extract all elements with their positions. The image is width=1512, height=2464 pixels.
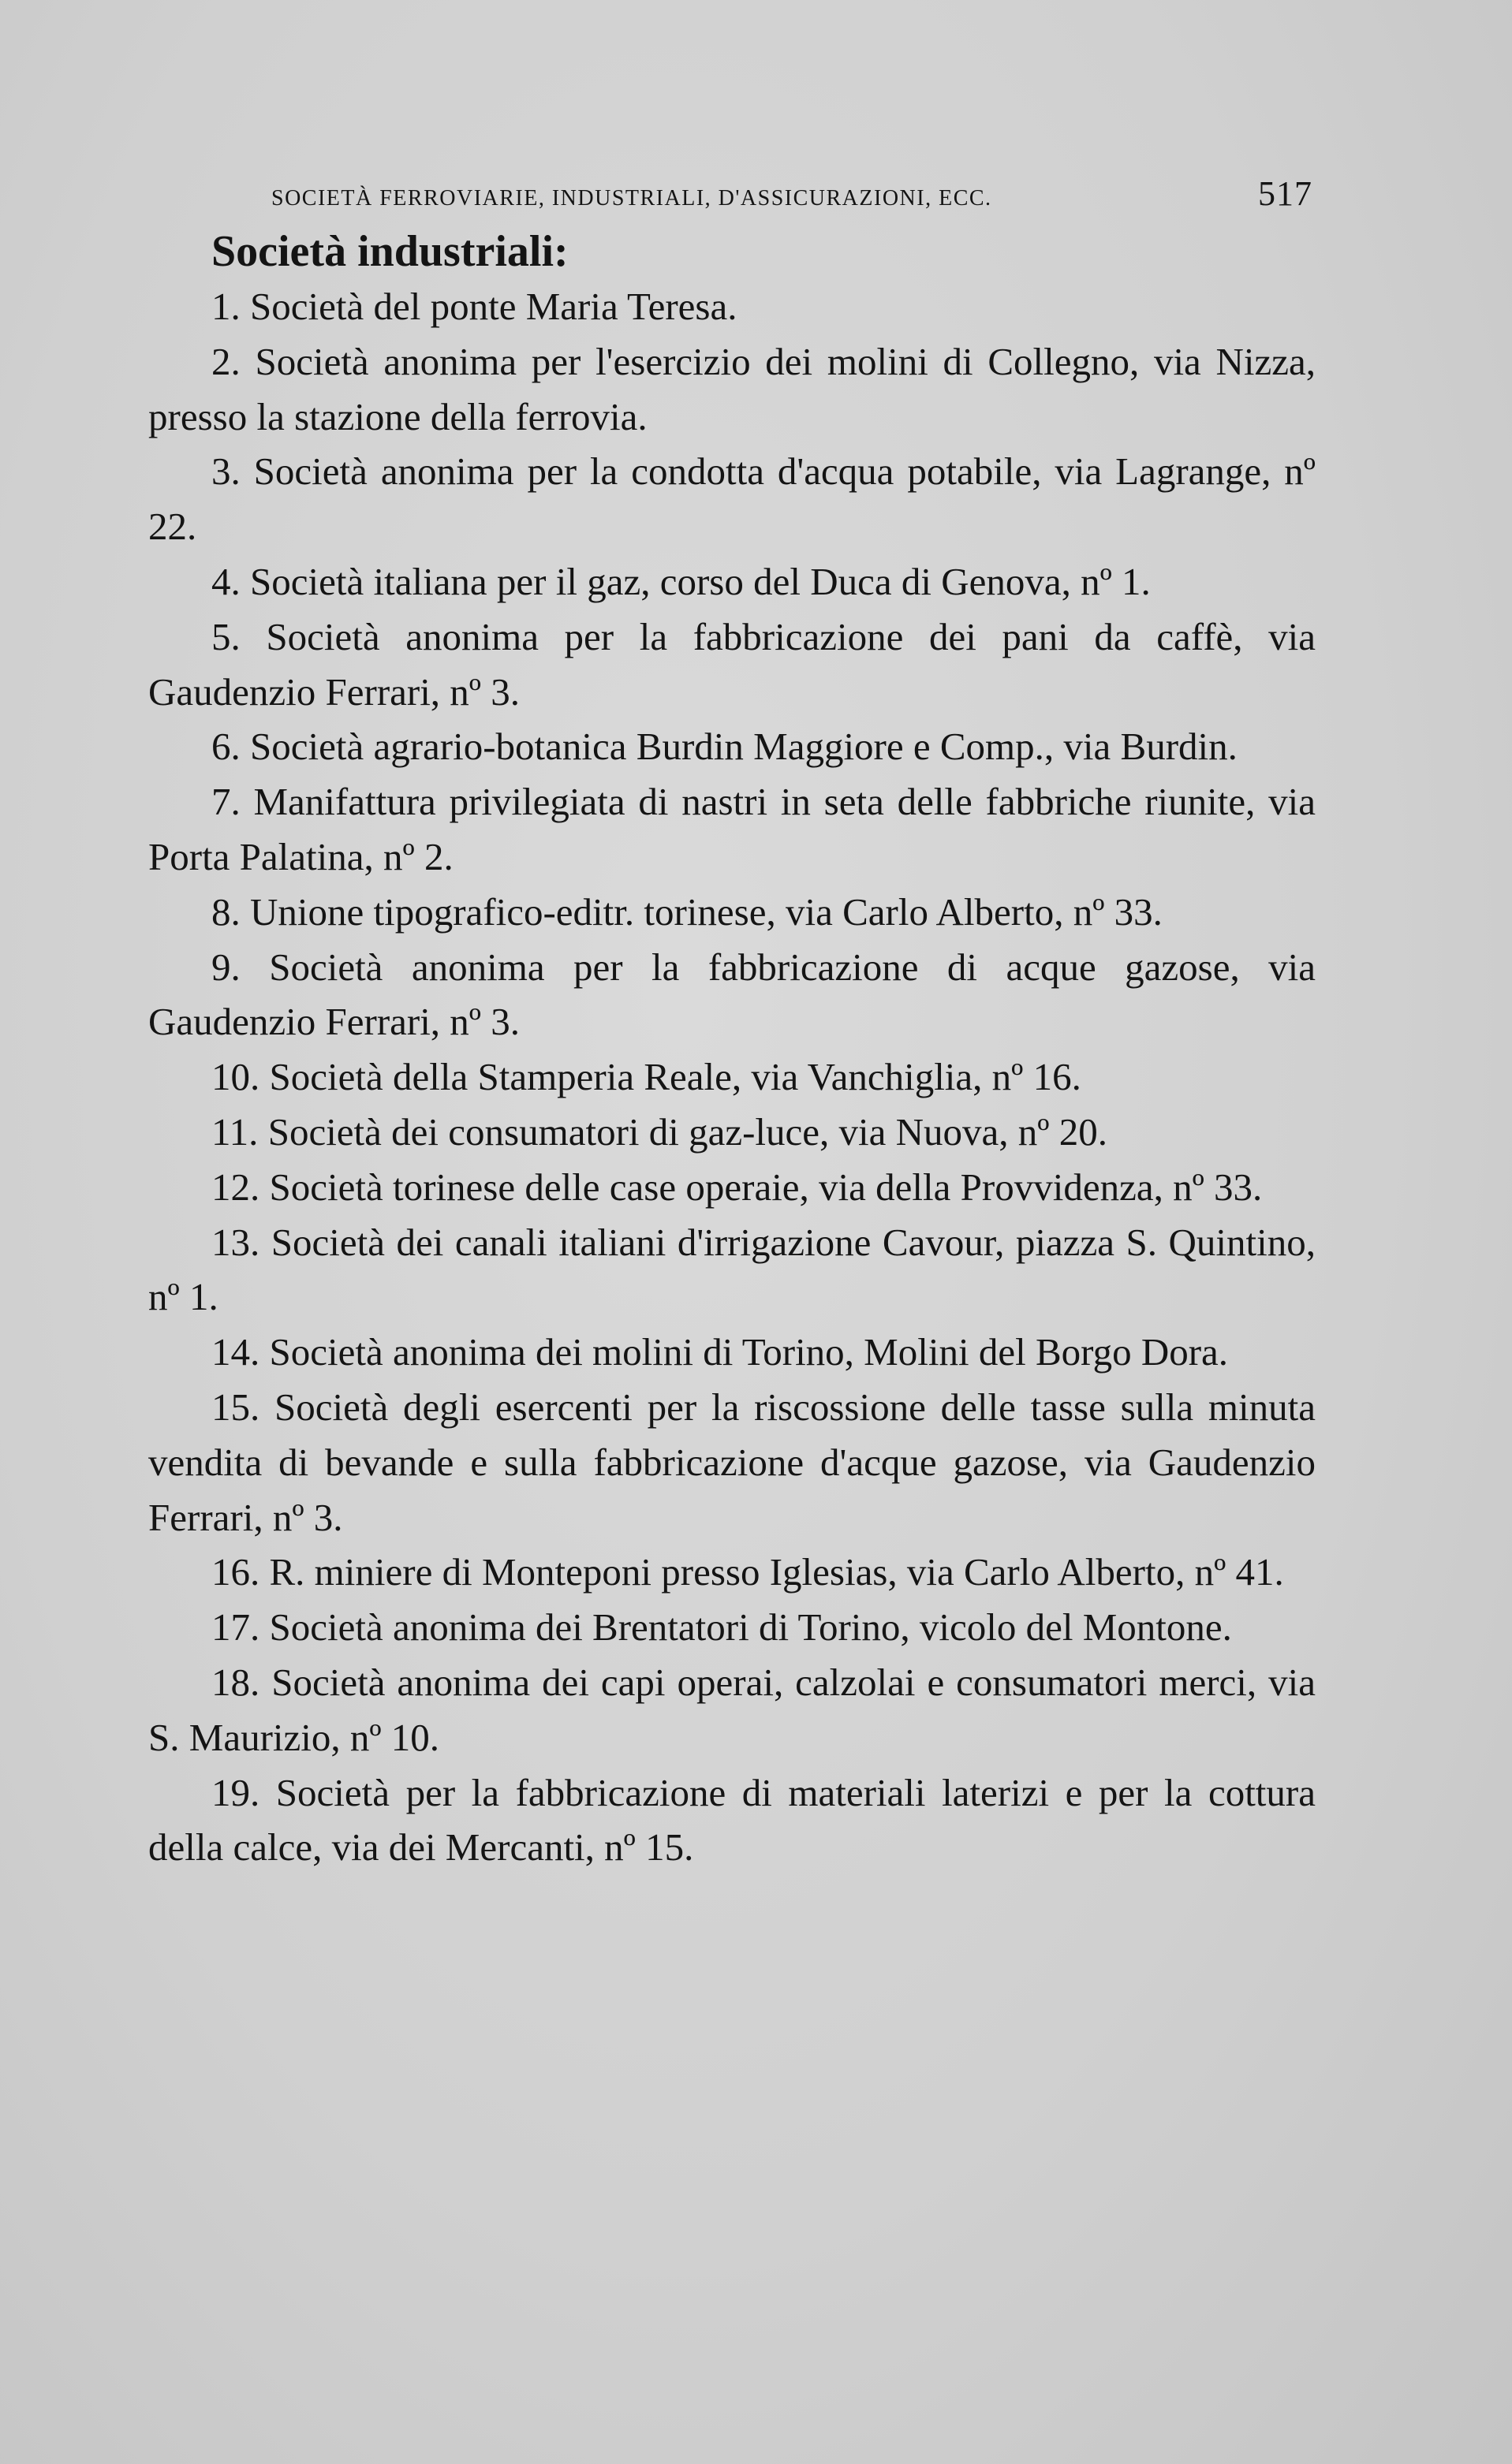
page-number: 517 — [1258, 174, 1312, 213]
list-item — [148, 719, 1316, 774]
list-item — [148, 885, 1316, 940]
list-item — [148, 940, 1316, 1050]
entry-number: 6. — [211, 725, 241, 769]
entry-number: 8. — [211, 889, 241, 934]
entry-list — [148, 279, 1316, 1875]
entry-number: 2. — [211, 339, 241, 383]
running-head-title: società ferroviarie, industriali, d'assicurazioni, ecc. — [271, 177, 992, 212]
entry-number: 4. — [211, 559, 241, 603]
list-item — [148, 1545, 1316, 1600]
entry-number: 5. — [211, 614, 241, 658]
list-item — [148, 609, 1316, 720]
entry-number: 17. — [211, 1605, 260, 1650]
list-item — [148, 1655, 1316, 1765]
entry-number: 16. — [211, 1550, 260, 1594]
entry-number: 13. — [211, 1220, 260, 1264]
list-item — [148, 1600, 1316, 1655]
entry-text: Società anonima per l'esercizio dei molini di Collegno, via Nizza, presso la stazione della ferrovia. — [148, 339, 1316, 438]
entry-text: R. miniere di Monteponi presso Iglesias, via Carlo Alberto, nº 41. — [269, 1550, 1284, 1594]
list-item — [148, 279, 1316, 334]
entry-number: 19. — [211, 1770, 260, 1814]
list-item — [148, 1049, 1316, 1105]
entry-number: 12. — [211, 1165, 260, 1209]
entry-number: 11. — [211, 1109, 259, 1154]
entry-text: Unione tipografico-editr. torinese, via Carlo Alberto, nº 33. — [250, 889, 1163, 934]
entry-text: Società anonima per la fabbricazione dei pani da caffè, via Gaudenzio Ferrari, nº 3. — [148, 614, 1316, 714]
list-item — [148, 1160, 1316, 1215]
entry-text: Società anonima dei molini di Torino, Molini del Borgo Dora. — [269, 1330, 1229, 1374]
entry-text: Società anonima per la condotta d'acqua potabile, via Lagrange, nº 22. — [148, 449, 1316, 549]
entry-text: Società anonima dei capi operai, calzolai e consumatori merci, via S. Maurizio, nº 10. — [148, 1660, 1316, 1759]
list-item — [148, 1215, 1316, 1325]
list-item — [148, 1325, 1316, 1380]
entry-number: 14. — [211, 1330, 260, 1374]
entry-text: Società dei consumatori di gaz-luce, via Nuova, nº 20. — [267, 1109, 1107, 1154]
entry-number: 9. — [211, 945, 241, 989]
entry-number: 18. — [211, 1660, 260, 1704]
entry-text: Società dei canali italiani d'irrigazione Cavour, piazza S. Quintino, nº 1. — [148, 1220, 1316, 1319]
entry-text: Società del ponte Maria Teresa. — [250, 285, 737, 328]
entry-text: Manifattura privilegiata di nastri in seta delle fabbriche riunite, via Porta Palatina, nº 2. — [148, 780, 1316, 878]
entry-number: 3. — [211, 449, 241, 494]
entry-number: 1. — [211, 285, 241, 328]
section-title: Società industriali: — [211, 227, 569, 276]
entry-text: Società della Stamperia Reale, via Vanchiglia, nº 16. — [269, 1055, 1081, 1099]
list-item — [148, 1380, 1316, 1545]
entry-text: Società per la fabbricazione di materiali laterizi e per la cottura della calce, via dei Mercanti, nº 15. — [148, 1770, 1316, 1869]
list-item — [148, 1105, 1316, 1160]
list-item — [148, 554, 1316, 609]
entry-text: Società anonima dei Brentatori di Torino, vicolo del Montone. — [269, 1605, 1232, 1650]
list-item — [148, 774, 1316, 885]
entry-number: 10. — [211, 1055, 260, 1099]
entry-text: Società anonima per la fabbricazione di acque gazose, via Gaudenzio Ferrari, nº 3. — [148, 945, 1316, 1044]
entry-number: 15. — [211, 1385, 260, 1429]
entry-text: Società agrario-botanica Burdin Maggiore e Comp., via Burdin. — [250, 725, 1238, 769]
text-block — [148, 173, 1316, 1875]
list-item — [148, 1765, 1316, 1876]
entry-text: Società degli esercenti per la riscossione delle tasse sulla minuta vendita di bevande e sulla fabbricazione d'acque gazose, via Gaudenzio Ferrari, nº 3. — [148, 1385, 1316, 1539]
entry-text: Società torinese delle case operaie, via della Provvidenza, nº 33. — [269, 1165, 1263, 1209]
entry-text: Società italiana per il gaz, corso del Duca di Genova, nº 1. — [250, 559, 1151, 603]
running-head — [148, 173, 1316, 224]
entry-number: 7. — [211, 780, 241, 824]
list-item — [148, 334, 1316, 445]
list-item — [148, 444, 1316, 554]
